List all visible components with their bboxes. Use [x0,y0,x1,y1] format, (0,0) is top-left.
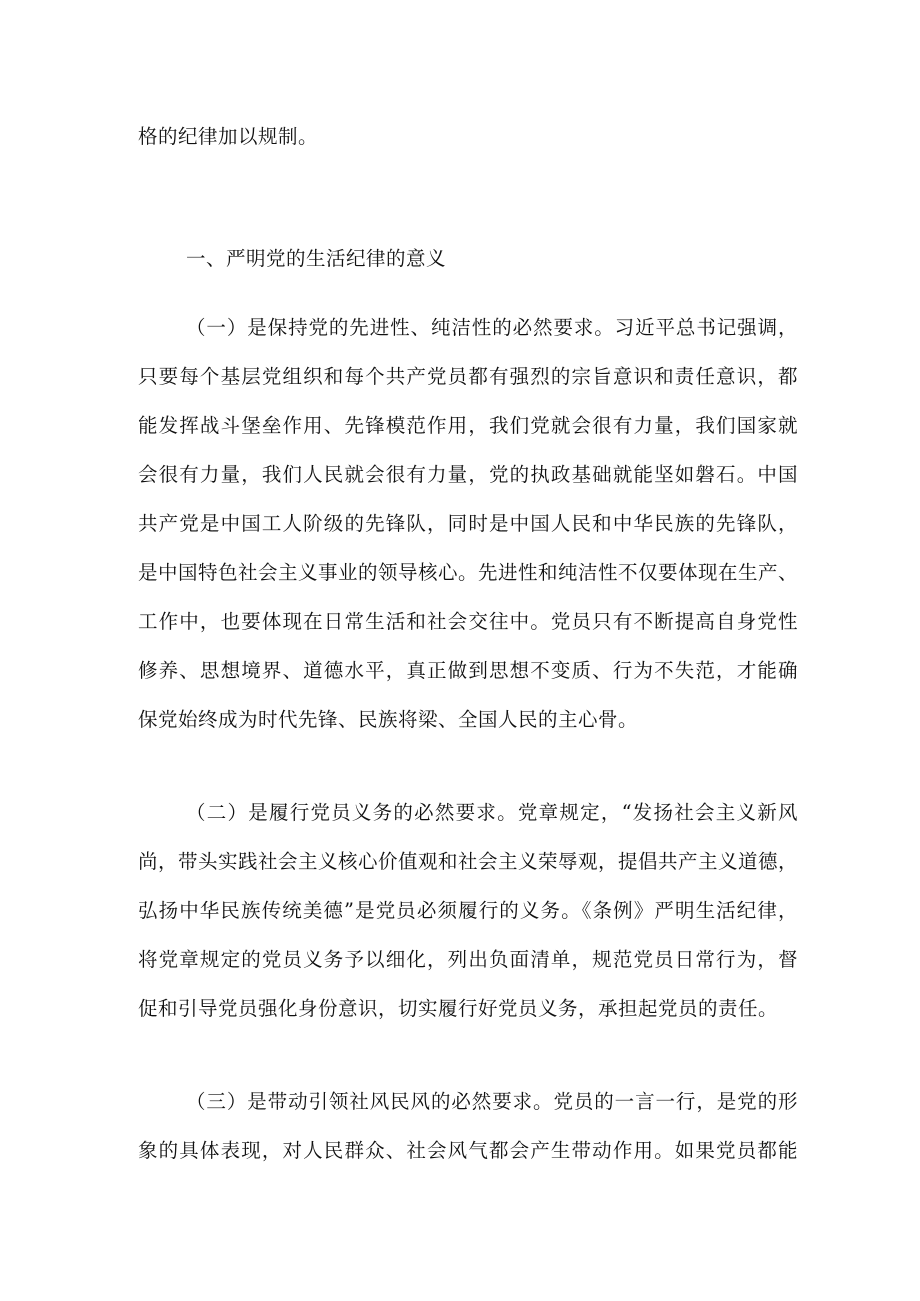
para3-line: 象的具体表现，对人民群众、社会风气都会产生带动作用。如果党员都能 [138,1139,798,1162]
intro-line: 格的纪律加以规制。 [138,125,319,148]
para1-line: 是中国特色社会主义事业的领导核心。先进性和纯洁性不仅要体现在生产、 [138,561,799,584]
para1-line: 工作中，也要体现在日常生活和社会交往中。党员只有不断提高自身党性 [138,610,798,633]
para2-line: 将党章规定的党员义务予以细化，列出负面清单，规范党员日常行为，督 [138,948,798,971]
para2-line: 弘扬中华民族传统美德”是党员必须履行的义务。《条例》严明生活纪律， [138,899,798,922]
para2-line: 尚，带头实践社会主义核心价值观和社会主义荣辱观，提倡共产主义道德， [138,850,799,873]
section-heading: 一、严明党的生活纪律的意义 [186,247,447,270]
para1-line: 保党始终成为时代先锋、民族将梁、全国人民的主心骨。 [138,708,639,731]
para1-line: 会很有力量，我们人民就会很有力量，党的执政基础就能坚如磐石。中国 [138,463,798,486]
para1-line: 只要每个基层党组织和每个共产党员都有强烈的宗旨意识和责任意识，都 [138,365,798,388]
para1-line: 共产党是中国工人阶级的先锋队，同时是中国人民和中华民族的先锋队， [138,512,798,535]
para1-line: 修养、思想境界、道德水平，真正做到思想不变质、行为不失范，才能确 [138,659,798,682]
para2-line: （二）是履行党员义务的必然要求。党章规定，“发扬社会主义新风 [186,801,798,824]
para2-line: 促和引导党员强化身份意识，切实履行好党员义务，承担起党员的责任。 [138,997,779,1020]
para1-line: （一）是保持党的先进性、纯洁性的必然要求。习近平总书记强调， [186,316,798,339]
para3-line: （三）是带动引领社风民风的必然要求。党员的一言一行，是党的形 [186,1090,798,1113]
para1-line: 能发挥战斗堡垒作用、先锋模范作用，我们党就会很有力量，我们国家就 [138,414,798,437]
